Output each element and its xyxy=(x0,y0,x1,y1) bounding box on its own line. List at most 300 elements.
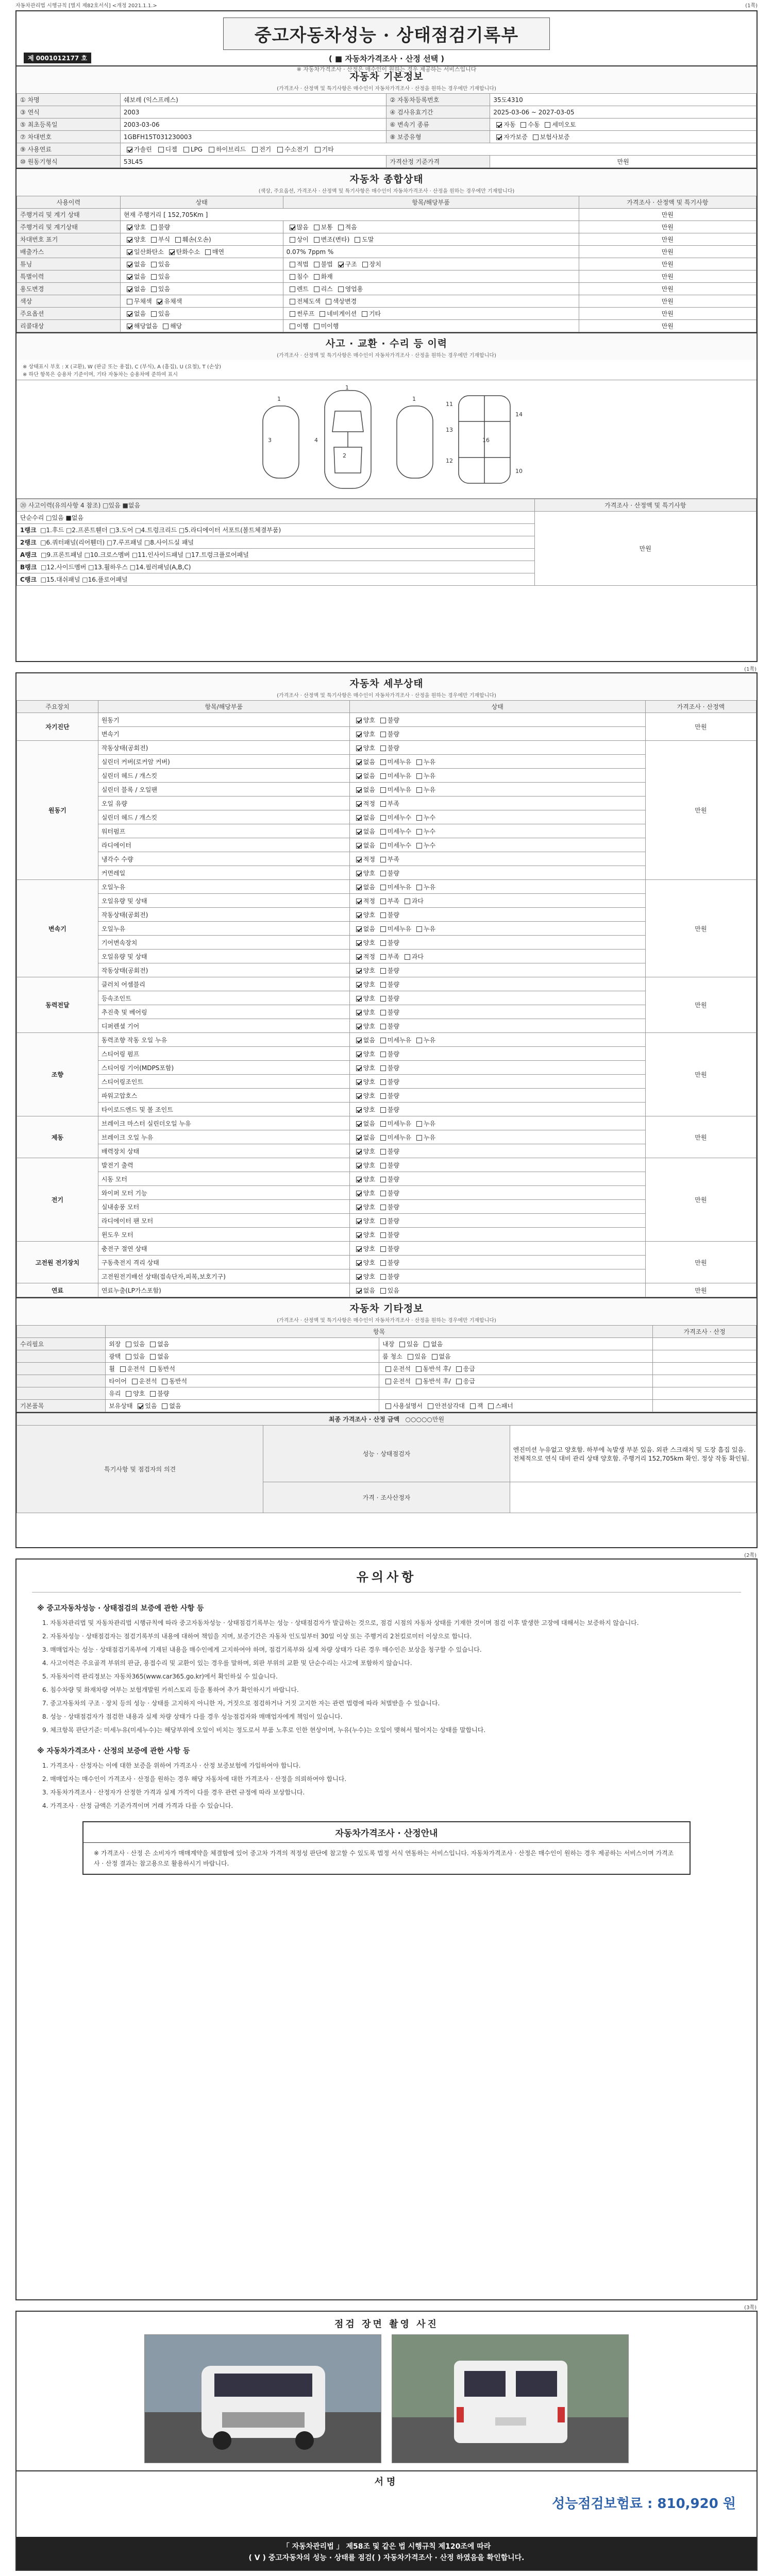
checkbox-checked xyxy=(356,871,362,876)
summary-row xyxy=(17,283,757,295)
detail-item: 고전원전기배선 상태(접속단자,피복,보호기구) xyxy=(98,1269,349,1283)
summary-state: 일산화탄소 탄화수소 매연 xyxy=(120,246,283,258)
section-note: (색상, 주요옵션, 가격조사 · 산정액 및 특기사항은 매수인이 자동차가격조사 · 산정을 원하는 경우에만 기재합니다) xyxy=(258,189,515,194)
price-guide-title: 자동차가격조사 · 산정안내 xyxy=(83,1822,690,1843)
detail-state: 양호 불량 xyxy=(349,1200,645,1214)
outer-rank2 xyxy=(17,536,535,549)
detail-row xyxy=(17,1283,757,1297)
checkbox-empty xyxy=(380,1038,386,1043)
checkbox-checked xyxy=(496,122,502,128)
etc-value-2 xyxy=(379,1387,653,1400)
checkbox-empty xyxy=(416,1366,422,1372)
detail-price: 만원 xyxy=(645,977,756,1033)
detail-row xyxy=(17,713,757,727)
basic-label: ⑦ 차대번호 xyxy=(17,131,121,143)
summary-state: 무채색 유채색 xyxy=(120,295,283,308)
checkbox-empty xyxy=(416,759,422,765)
detail-state: 없음 미세누유 누유 xyxy=(349,783,645,796)
checkbox-empty xyxy=(380,968,386,974)
etc-label xyxy=(17,1387,106,1400)
checkbox-empty xyxy=(380,759,386,765)
detail-state: 양호 불량 xyxy=(349,1005,645,1019)
detail-state: 양호 불량 xyxy=(349,991,645,1005)
checkbox-empty xyxy=(380,1107,386,1113)
confirmation-line-1: 「 자동차관리법 」 제58조 및 같은 법 시행규칙 제120조에 따라 xyxy=(282,2543,491,2551)
detail-group: 제동 xyxy=(17,1116,98,1158)
detail-state: 적정 부족 과다 xyxy=(349,894,645,908)
detail-state: 양호 불량 xyxy=(349,1103,645,1116)
detail-item: 시동 모터 xyxy=(98,1172,349,1186)
checkbox-empty xyxy=(290,274,295,280)
summary-price: 만원 xyxy=(579,283,756,295)
notice-item: 6. 침수차량 및 화재차량 여부는 보험개발원 카히스토리 등을 통하여 추가 확인하시기 바랍니다. xyxy=(42,1686,299,1693)
detail-item: 등속조인트 xyxy=(98,991,349,1005)
detail-header-cell: 가격조사 · 산정액 xyxy=(645,701,756,713)
detail-item: 냉각수 수량 xyxy=(98,852,349,866)
checkbox-empty xyxy=(314,262,320,267)
detail-row xyxy=(17,880,757,894)
checkbox-checked xyxy=(496,134,502,140)
checkbox-empty xyxy=(456,1366,462,1372)
etc-value-1: 유리 양호 불량 xyxy=(106,1387,379,1400)
checkbox-empty xyxy=(533,134,539,140)
summary-row xyxy=(17,258,757,270)
detail-state: 없음 미세누유 누유 xyxy=(349,880,645,894)
notice-item: 8. 성능 · 상태점검자가 점검한 내용과 실제 차량 상태가 다를 경우 성능점검자와 매매업자에게 책임이 있습니다. xyxy=(42,1713,343,1720)
fuel-checkbox xyxy=(209,147,214,152)
checkbox-empty xyxy=(470,1403,476,1409)
checkbox-empty xyxy=(290,311,295,317)
detail-item: 발전기 출력 xyxy=(98,1158,349,1172)
checkbox-checked xyxy=(356,1288,362,1294)
detail-item: 스티어링 기어(MDPS포함) xyxy=(98,1061,349,1075)
detail-row xyxy=(17,977,757,991)
etc-value-2: 내장 있음 없음 xyxy=(379,1338,653,1350)
detail-item: 커먼레일 xyxy=(98,866,349,880)
page-1 xyxy=(15,10,758,662)
checkbox-empty xyxy=(380,940,386,946)
section-title: 자동차 기본정보 xyxy=(349,71,424,82)
detail-item: 클러치 어셈블리 xyxy=(98,977,349,991)
signature-label: 서명 xyxy=(16,2470,757,2491)
basic-row xyxy=(17,106,757,118)
summary-price: 만원 xyxy=(579,233,756,246)
summary-detail: 상이 변조(변타) 도말 xyxy=(283,233,579,246)
checkbox-empty xyxy=(399,1342,405,1347)
accident-table xyxy=(16,499,757,586)
checkbox-empty xyxy=(424,1342,429,1347)
price-col-header: 가격조사 · 산정액 및 특기사항 xyxy=(534,499,757,512)
fuel-checkbox xyxy=(183,147,189,152)
detail-state: 적정 부족 과다 xyxy=(349,950,645,963)
summary-detail: 전체도색 색상변경 xyxy=(283,295,579,308)
base-price-label: 가격산정 기준가격 xyxy=(386,156,490,168)
notice-item: 3. 자동차가격조사 · 산정자가 산정한 가격과 실제 가격이 다를 경우 관련 규정에 따라 보상합니다. xyxy=(42,1789,305,1796)
confirmation-line-2: ( V ) 중고자동차의 성능 · 상태를 점검( ) 자동차가격조사 · 산정 하였음을 확인합니다. xyxy=(248,2554,525,2562)
checkbox-empty xyxy=(127,299,132,304)
detail-state: 양호 불량 xyxy=(349,1269,645,1283)
fuel-checkbox xyxy=(127,147,132,152)
summary-item: 용도변경 xyxy=(17,283,121,295)
svg-text:10: 10 xyxy=(515,467,523,474)
notice-item: 1. 자동차관리법 및 자동차관리법 시행규칙에 따라 중고자동차성능 · 상태점검기록부는 성능 · 상태점검자가 발급하는 것으로, 점검 시점의 자동차 상태를 기재한 것이며 점검 이후 발생한 고장에 대해서는 보증하지 않습니다. xyxy=(42,1619,639,1626)
etc-label xyxy=(17,1350,106,1363)
detail-state: 양호 불량 xyxy=(349,908,645,922)
summary-state: 없음 있음 xyxy=(120,270,283,283)
summary-detail: 썬루프 네비게이션 기타 xyxy=(283,308,579,320)
rank-label: A랭크 xyxy=(20,551,37,558)
checkbox-checked xyxy=(356,1149,362,1155)
summary-header-cell: 가격조사 · 산정액 및 특기사항 xyxy=(579,196,756,209)
basic-label: ③ 연식 xyxy=(17,106,121,118)
detail-item: 타이로드엔드 및 볼 조인트 xyxy=(98,1103,349,1116)
rank-label: 2랭크 xyxy=(20,539,37,546)
detail-item: 원동기 xyxy=(98,713,349,727)
svg-text:16: 16 xyxy=(482,436,490,444)
detail-state: 양호 불량 xyxy=(349,1047,645,1061)
detail-row xyxy=(17,1158,757,1172)
checkbox-empty xyxy=(205,249,211,255)
etc-label: 수리필요 xyxy=(17,1338,106,1350)
detail-state: 양호 불량 xyxy=(349,1158,645,1172)
checkbox-empty xyxy=(380,857,386,862)
checkbox-empty xyxy=(338,225,344,230)
summary-detail: 적법 불법 구조 장치 xyxy=(283,258,579,270)
detail-row xyxy=(17,741,757,755)
checkbox-empty xyxy=(380,1218,386,1224)
notice-title: 유의사항 xyxy=(32,1560,741,1592)
detail-row xyxy=(17,1242,757,1256)
opinion-empty xyxy=(510,1482,756,1513)
checkbox-empty xyxy=(520,122,526,128)
checkbox-empty xyxy=(380,745,386,751)
detail-group: 고전원 전기장치 xyxy=(17,1242,98,1283)
checkbox-empty xyxy=(408,1354,413,1360)
checkbox-checked xyxy=(356,1052,362,1057)
summary-detail: 침수 화재 xyxy=(283,270,579,283)
checkbox-empty xyxy=(432,1354,438,1360)
checkbox-checked xyxy=(127,274,132,280)
summary-price: 만원 xyxy=(579,270,756,283)
checkbox-empty xyxy=(380,773,386,779)
final-price-row xyxy=(17,1413,757,1426)
checkbox-checked xyxy=(127,286,132,292)
accident-legend xyxy=(16,360,757,380)
summary-state: 없음 있음 xyxy=(120,283,283,295)
checkbox-empty xyxy=(175,237,181,243)
checkbox-empty xyxy=(405,899,410,904)
basic-value: 2003 xyxy=(120,106,386,118)
checkbox-checked xyxy=(290,225,295,230)
checkbox-empty xyxy=(380,718,386,723)
rank-values: □9.프론트패널 □10.크로스멤버 □11.인사이드패널 □17.트렁크플로어패널 xyxy=(41,551,249,558)
checkbox-checked xyxy=(356,829,362,835)
basic-value: 자가보증 보험사보증 xyxy=(490,131,757,143)
detail-price: 만원 xyxy=(645,1242,756,1283)
detail-item: 라디에이터 xyxy=(98,838,349,852)
detail-state: 없음 미세누유 누유 xyxy=(349,769,645,783)
detail-state: 없음 미세누유 누유 xyxy=(349,1033,645,1047)
inspection-photo-rear xyxy=(392,2334,629,2463)
checkbox-empty xyxy=(320,311,325,317)
checkbox-checked xyxy=(356,1093,362,1099)
summary-table xyxy=(16,196,757,332)
engine-label: ⑩ 원동기형식 xyxy=(17,156,121,168)
checkbox-checked xyxy=(356,1079,362,1085)
detail-state: 양호 불량 xyxy=(349,1242,645,1256)
checkbox-checked xyxy=(356,732,362,737)
detail-item: 라디에이터 팬 모터 xyxy=(98,1214,349,1228)
checkbox-empty xyxy=(456,1379,462,1384)
detail-item: 와이퍼 모터 기능 xyxy=(98,1186,349,1200)
checkbox-empty xyxy=(380,1079,386,1085)
detail-state: 양호 불량 xyxy=(349,1228,645,1242)
etc-table xyxy=(16,1325,757,1412)
detail-item: 변속기 xyxy=(98,727,349,741)
document-note: ※ 자동차가격조사 · 산정은 매수인이 원하는 경우 제공하는 서비스입니다 xyxy=(296,66,477,73)
fuel-label: ⑨ 사용연료 xyxy=(17,143,121,156)
price-guide-box xyxy=(82,1821,691,1875)
detail-price: 만원 xyxy=(645,1158,756,1242)
checkbox-empty xyxy=(314,274,320,280)
detail-item: 오일누유 xyxy=(98,922,349,936)
checkbox-empty xyxy=(380,912,386,918)
etc-header-item: 항목 xyxy=(106,1326,653,1338)
detail-state: 양호 불량 xyxy=(349,1172,645,1186)
detail-item: 디퍼렌셜 기어 xyxy=(98,1019,349,1033)
checkbox-empty xyxy=(150,1391,156,1397)
etc-label xyxy=(17,1363,106,1375)
etc-price xyxy=(653,1363,757,1375)
detail-item: 동력조향 작동 오일 누유 xyxy=(98,1033,349,1047)
price-guide-text: ※ 가격조사 · 산정 은 소비자가 매매계약을 체결함에 있어 중고차 가격의 적정성 판단에 참고할 수 있도록 법정 서식 연동하는 서비스입니다. 자동차가격조사 · 산정은 매수인이 원하는 경우 제공하는 서비스이며 가격조사 · 산정 결과는 참고용으로 활용하시기 바랍니다. xyxy=(94,1850,674,1867)
summary-price: 만원 xyxy=(579,221,756,233)
checkbox-empty xyxy=(380,871,386,876)
summary-row xyxy=(17,221,757,233)
detail-table xyxy=(16,700,757,1297)
detail-state: 양호 불량 xyxy=(349,741,645,755)
outer-rank1 xyxy=(17,524,535,536)
detail-state: 없음 미세누유 누유 xyxy=(349,755,645,769)
checkbox-empty xyxy=(380,815,386,821)
engine-value: 53L45 xyxy=(120,156,386,168)
checkbox-empty xyxy=(380,1232,386,1238)
detail-state: 양호 불량 xyxy=(349,866,645,880)
checkbox-checked xyxy=(356,1038,362,1043)
etc-value-1: 외장 있음 없음 xyxy=(106,1338,379,1350)
checkbox-empty xyxy=(126,1391,131,1397)
fuel-checkbox xyxy=(277,147,283,152)
detail-item: 실린더 헤드 / 개스킷 xyxy=(98,769,349,783)
checkbox-empty xyxy=(416,885,422,890)
basic-label: ④ 검사유효기간 xyxy=(386,106,490,118)
checkbox-empty xyxy=(380,1205,386,1210)
detail-state: 양호 불량 xyxy=(349,1089,645,1103)
checkbox-checked xyxy=(356,1246,362,1252)
checkbox-checked xyxy=(356,982,362,988)
summary-price: 만원 xyxy=(579,308,756,320)
detail-price: 만원 xyxy=(645,1116,756,1158)
checkbox-empty xyxy=(314,324,320,329)
checkbox-empty xyxy=(151,274,157,280)
checkbox-empty xyxy=(150,1366,156,1372)
form-header-line xyxy=(15,1,758,9)
checkbox-empty xyxy=(416,773,422,779)
etc-price xyxy=(653,1400,757,1412)
fuel-option: 기타 xyxy=(322,146,334,153)
rank-label: B랭크 xyxy=(20,564,37,571)
checkbox-empty xyxy=(380,1135,386,1141)
detail-section-header xyxy=(16,673,757,700)
checkbox-empty xyxy=(380,954,386,960)
etc-row xyxy=(17,1338,757,1350)
detail-state: 양호 불량 xyxy=(349,1019,645,1033)
checkbox-checked xyxy=(356,1260,362,1266)
summary-header-cell: 상태 xyxy=(120,196,283,209)
checkbox-checked xyxy=(356,787,362,793)
detail-item: 작동상태(공회전) xyxy=(98,908,349,922)
fuel-option: LPG xyxy=(190,146,203,153)
checkbox-empty xyxy=(405,954,410,960)
checkbox-checked xyxy=(356,954,362,960)
fuel-option: 하이브리드 xyxy=(216,146,246,153)
checkbox-checked xyxy=(157,299,162,304)
checkbox-empty xyxy=(380,1274,386,1280)
summary-section-header xyxy=(16,168,757,196)
summary-detail: 0.07% 7ppm % xyxy=(283,246,579,258)
detail-state: 없음 미세누수 누수 xyxy=(349,838,645,852)
checkbox-empty xyxy=(151,237,157,243)
detail-group: 전기 xyxy=(17,1158,98,1242)
checkbox-checked xyxy=(356,745,362,751)
checkbox-checked xyxy=(127,311,132,317)
detail-state: 양호 불량 xyxy=(349,963,645,977)
rank-values: □1.후드 □2.프론트휀더 □3.도어 □4.트렁크리드 xyxy=(40,527,177,534)
detail-group: 원동기 xyxy=(17,741,98,880)
detail-group: 조향 xyxy=(17,1033,98,1116)
checkbox-checked xyxy=(169,249,175,255)
etc-label: 기본품목 xyxy=(17,1400,106,1412)
summary-item: 주요옵션 xyxy=(17,308,121,320)
checkbox-empty xyxy=(416,926,422,932)
notice-item: 3. 매매업자는 성능 · 상태점검기록부에 기재된 내용을 매수인에게 고지하여야 하며, 점검기록부와 실제 차량 상태가 다른 경우 매수인은 보상을 청구할 수 있습니다. xyxy=(42,1646,482,1653)
detail-price: 만원 xyxy=(645,713,756,741)
checkbox-empty xyxy=(163,324,169,329)
checkbox-empty xyxy=(380,1010,386,1015)
checkbox-empty xyxy=(151,225,157,230)
fuel-checkbox xyxy=(315,147,321,152)
photos-title: 점검 장면 촬영 사진 xyxy=(334,2319,439,2330)
basic-value: 자동 수동 세미오토 xyxy=(490,118,757,131)
detail-item: 브레이크 오일 누유 xyxy=(98,1130,349,1144)
checkbox-checked xyxy=(127,249,132,255)
checkbox-empty xyxy=(380,1288,386,1294)
basic-value: 35도4310 xyxy=(490,94,757,106)
detail-item: 실린더 블록 / 오일팬 xyxy=(98,783,349,796)
detail-price: 만원 xyxy=(645,880,756,977)
checkbox-checked xyxy=(356,1191,362,1196)
etc-value-1: 보유상태 있음 없음 xyxy=(106,1400,379,1412)
etc-value-2: 운전석 동반석 후/ 응급 xyxy=(379,1363,653,1375)
basic-value: 2025-03-06 ~ 2027-03-05 xyxy=(490,106,757,118)
detail-state: 양호 불량 xyxy=(349,713,645,727)
svg-text:4: 4 xyxy=(314,436,318,444)
notice-item: 4. 사고이력은 주요골격 부위의 판금, 용접수리 및 교환이 있는 경우를 말하며, 외판 부위의 교환 및 단순수리는 사고에 포함하지 않습니다. xyxy=(42,1659,412,1667)
rank-values: □6.쿼터패널(리어휀더) □7.루프패널 □8.사이드실 패널 xyxy=(40,539,194,546)
etc-price xyxy=(653,1350,757,1363)
checkbox-empty xyxy=(362,262,368,267)
detail-item: 작동상태(공회전) xyxy=(98,741,349,755)
checkbox-checked xyxy=(356,1107,362,1113)
notice-item: 9. 체크항목 판단기준: 미세누유(미세누수)는 해당부위에 오일이 비치는 정도로서 부품 노후로 인한 현상이며, 누유(누수)는 오일이 맺혀서 떨어지는 상태를 말합니다. xyxy=(42,1726,486,1734)
detail-item: 오일 유량 xyxy=(98,796,349,810)
detail-state: 적정 부족 xyxy=(349,796,645,810)
checkbox-empty xyxy=(416,787,422,793)
frame-rankc xyxy=(17,573,535,586)
detail-state: 양호 불량 xyxy=(349,1186,645,1200)
etc-label xyxy=(17,1375,106,1387)
form-regulation-label: 자동차관리법 시행규칙 [별지 제82호서식] <개정 2021.1.1.> xyxy=(15,3,157,9)
rank-values: □15.대쉬패널 □16.플로어패널 xyxy=(40,576,128,583)
car-outline-diagram xyxy=(242,385,531,494)
summary-header-cell: 사용이력 xyxy=(17,196,121,209)
page-number: (1쪽) xyxy=(745,3,758,9)
detail-group: 변속기 xyxy=(17,880,98,977)
summary-detail: 이행 미이행 xyxy=(283,320,579,332)
detail-state: 양호 불량 xyxy=(349,1214,645,1228)
svg-text:11: 11 xyxy=(446,400,453,408)
section-note: (가격조사 · 산정액 및 특기사항은 매수인이 자동차가격조사 · 산정을 원하는 경우에만 기재합니다) xyxy=(277,353,496,359)
checkbox-checked xyxy=(356,1205,362,1210)
checkbox-empty xyxy=(380,885,386,890)
detail-state: 양호 불량 xyxy=(349,1075,645,1089)
summary-row xyxy=(17,246,757,258)
checkbox-checked xyxy=(356,718,362,723)
basic-value: 1GBFH15T031230003 xyxy=(120,131,386,143)
summary-price: 만원 xyxy=(579,295,756,308)
etc-row xyxy=(17,1400,757,1412)
frame-rankb xyxy=(17,561,535,573)
basic-row xyxy=(17,131,757,143)
accident-section-header xyxy=(16,332,757,360)
checkbox-empty xyxy=(355,237,360,243)
checkbox-empty xyxy=(428,1403,433,1409)
final-unit: ○○○○○만원 xyxy=(405,1416,445,1423)
checkbox-checked xyxy=(356,1274,362,1280)
fuel-checkbox xyxy=(158,147,164,152)
legend-text-2: ※ 하단 항목은 승용차 기준이며, 기타 자동차는 승용차에 준하여 표시 xyxy=(23,372,178,378)
checkbox-empty xyxy=(380,787,386,793)
checkbox-empty xyxy=(380,1177,386,1182)
detail-item: 스티어링 펌프 xyxy=(98,1047,349,1061)
checkbox-checked xyxy=(356,1065,362,1071)
section-title: 자동차 종합상태 xyxy=(349,174,424,185)
checkbox-checked xyxy=(127,237,132,243)
summary-row xyxy=(17,308,757,320)
notice-item: 4. 가격조사 · 산정 금액은 기준가격이며 거래 가격과 다를 수 있습니다. xyxy=(42,1802,233,1809)
notice-item: 2. 매매업자는 매수인이 가격조사 · 산정을 원하는 경우 해당 자동차에 대한 가격조사 · 산정을 의뢰하여야 합니다. xyxy=(42,1775,347,1783)
accident-history-question: ⑳ 사고이력(유의사항 4 참조) □있음 ■없음 xyxy=(17,499,535,512)
fuel-option: 디젤 xyxy=(165,146,177,153)
checkbox-empty xyxy=(545,122,550,128)
section-title: 자동차 세부상태 xyxy=(349,678,424,689)
checkbox-empty xyxy=(380,996,386,1002)
checkbox-empty xyxy=(385,1366,391,1372)
checkbox-empty xyxy=(132,1379,138,1384)
checkbox-empty xyxy=(380,1024,386,1029)
etc-row xyxy=(17,1375,757,1387)
checkbox-empty xyxy=(380,1121,386,1127)
